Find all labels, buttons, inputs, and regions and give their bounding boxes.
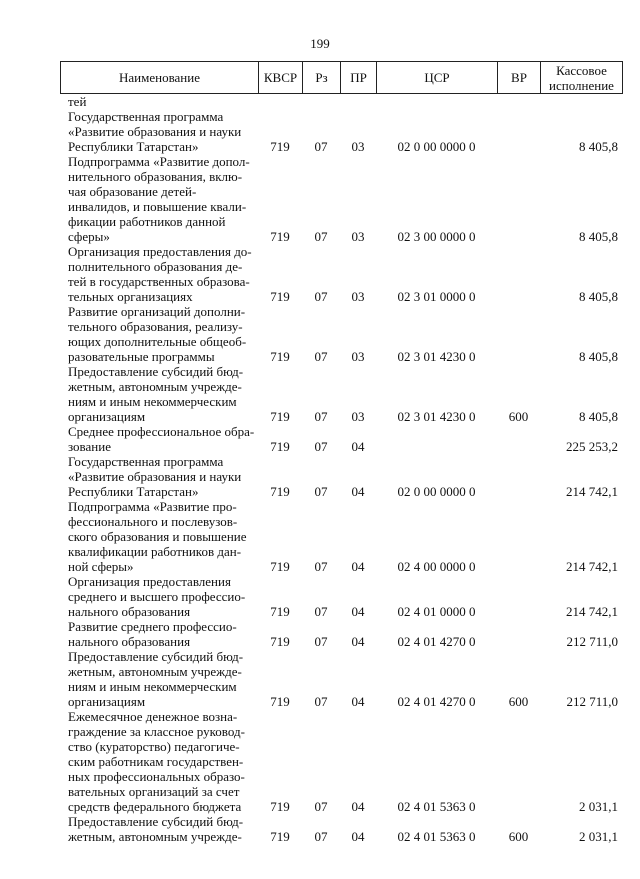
row-name-line: организациям (68, 409, 146, 424)
row-name-line: полнительного образования де- (68, 259, 243, 274)
cell-vr: 600 (508, 409, 529, 424)
cell-csr: 02 3 01 4230 0 (397, 409, 476, 424)
cell-vr: 600 (508, 694, 529, 709)
cell-pr: 04 (351, 484, 365, 499)
row-name (60, 574, 258, 619)
row-name-line: ющих дополнительные общеоб- (68, 334, 247, 349)
row-name-line: Государственная программа (68, 109, 224, 124)
cell-pr: 04 (351, 694, 365, 709)
header-name: Наименование (61, 62, 259, 94)
cell-rz: 07 (314, 799, 328, 814)
row-name-line: фикации работников данной (68, 214, 226, 229)
cell-kvsr: 719 (270, 829, 290, 844)
header-rz: Рз (303, 62, 341, 94)
header-kvsr: КВСР (259, 62, 303, 94)
row-name-line: Предоставление субсидий бюд- (68, 649, 244, 664)
cell-sum: 212 711,0 (566, 694, 618, 709)
row-name (60, 709, 258, 814)
cell-sum: 8 405,8 (579, 139, 618, 154)
row-name (60, 454, 258, 499)
row-name-line: зование (68, 439, 111, 454)
table-row (60, 619, 622, 649)
row-name (60, 109, 258, 154)
cell-rz: 07 (314, 349, 328, 364)
cell-csr: 02 4 01 4270 0 (397, 634, 476, 649)
cell-csr: 02 0 00 0000 0 (397, 139, 476, 154)
cell-rz: 07 (314, 139, 328, 154)
cell-pr: 03 (351, 139, 365, 154)
cell-sum: 214 742,1 (566, 484, 618, 499)
row-name-line: тельных организациях (68, 289, 193, 304)
table-row (60, 709, 622, 814)
row-name-line: Республики Татарстан» (68, 484, 199, 499)
cell-rz: 07 (314, 439, 328, 454)
row-name-line: ной сферы» (68, 559, 134, 574)
cell-kvsr: 719 (270, 604, 290, 619)
cell-csr: 02 4 01 0000 0 (397, 604, 476, 619)
row-name-line: «Развитие образования и науки (68, 124, 242, 139)
row-name-line: Ежемесячное денежное возна- (68, 709, 238, 724)
row-name-line: Государственная программа (68, 454, 224, 469)
row-name-line: организациям (68, 694, 146, 709)
cell-kvsr: 719 (270, 409, 290, 424)
row-name (60, 424, 258, 454)
cell-pr: 04 (351, 559, 365, 574)
cell-kvsr: 719 (270, 139, 290, 154)
row-name-line: нительного образования, вклю- (68, 169, 243, 184)
table-row (60, 154, 622, 244)
row-name (60, 154, 258, 244)
cell-pr: 04 (351, 799, 365, 814)
cell-pr: 03 (351, 349, 365, 364)
row-name (60, 364, 258, 424)
cell-sum: 225 253,2 (566, 439, 618, 454)
cell-kvsr: 719 (270, 694, 290, 709)
cell-pr: 04 (351, 439, 365, 454)
cell-rz: 07 (314, 829, 328, 844)
row-name (60, 649, 258, 709)
cell-pr: 04 (351, 604, 365, 619)
cell-pr: 03 (351, 229, 365, 244)
cell-vr: 600 (508, 829, 529, 844)
row-name-line: ниям и иным некоммерческим (68, 394, 237, 409)
cell-csr: 02 3 01 4230 0 (397, 349, 476, 364)
cell-csr: 02 4 01 4270 0 (397, 694, 476, 709)
cell-sum: 2 031,1 (579, 829, 618, 844)
cell-kvsr: 719 (270, 484, 290, 499)
row-name-line: Предоставление субсидий бюд- (68, 814, 244, 829)
row-name (60, 499, 258, 574)
table-header (60, 61, 623, 94)
cell-sum: 8 405,8 (579, 349, 618, 364)
cell-rz: 07 (314, 409, 328, 424)
cell-sum: 212 711,0 (566, 634, 618, 649)
header-vr: ВР (498, 62, 541, 94)
cell-rz: 07 (314, 634, 328, 649)
table-row (60, 304, 622, 364)
row-name-line: средств федерального бюджета (68, 799, 242, 814)
cell-rz: 07 (314, 559, 328, 574)
cell-pr: 04 (351, 829, 365, 844)
row-name (60, 814, 258, 844)
row-name-line: ского образования и повышение (68, 529, 247, 544)
row-name-line: жетным, автономным учрежде- (68, 379, 242, 394)
cell-kvsr: 719 (270, 229, 290, 244)
row-name (60, 94, 258, 109)
table-row (60, 814, 622, 844)
row-name-line: фессионального и послевузов- (68, 514, 238, 529)
row-name-line: Предоставление субсидий бюд- (68, 364, 244, 379)
cell-sum: 214 742,1 (566, 604, 618, 619)
row-name-line: Организация предоставления до- (68, 244, 252, 259)
cell-rz: 07 (314, 484, 328, 499)
cell-kvsr: 719 (270, 289, 290, 304)
cell-sum: 214 742,1 (566, 559, 618, 574)
row-name-line: граждение за классное руковод- (68, 724, 245, 739)
header-csr: ЦСР (377, 62, 498, 94)
row-name-line: Подпрограмма «Развитие допол- (68, 154, 250, 169)
row-name-line: «Развитие образования и науки (68, 469, 242, 484)
row-name-line: нального образования (68, 604, 191, 619)
cell-csr: 02 0 00 0000 0 (397, 484, 476, 499)
cell-csr: 02 4 01 5363 0 (397, 829, 476, 844)
row-name (60, 619, 258, 649)
cell-rz: 07 (314, 289, 328, 304)
row-name-line: сферы» (68, 229, 110, 244)
cell-rz: 07 (314, 694, 328, 709)
cell-kvsr: 719 (270, 559, 290, 574)
row-name-line: Среднее профессиональное обра- (68, 424, 255, 439)
row-name-line: чая образование детей- (68, 184, 197, 199)
table-row (60, 94, 622, 109)
row-name-line: ским работникам государствен- (68, 754, 244, 769)
table-row (60, 244, 622, 304)
row-name-line: жетным, автономным учрежде- (68, 829, 242, 844)
table-body (60, 94, 622, 844)
cell-kvsr: 719 (270, 634, 290, 649)
table-row (60, 499, 622, 574)
row-name (60, 244, 258, 304)
header-sum (541, 62, 623, 94)
row-name-line: тельного образования, реализу- (68, 319, 243, 334)
cell-csr: 02 3 01 0000 0 (397, 289, 476, 304)
row-name-line: Развитие среднего профессио- (68, 619, 237, 634)
row-name-line: ных профессиональных образо- (68, 769, 245, 784)
page-number: 199 (310, 36, 330, 51)
cell-kvsr: 719 (270, 799, 290, 814)
row-name-line: Подпрограмма «Развитие про- (68, 499, 237, 514)
cell-sum: 2 031,1 (579, 799, 618, 814)
row-name-line: жетным, автономным учрежде- (68, 664, 242, 679)
cell-kvsr: 719 (270, 439, 290, 454)
cell-csr: 02 4 01 5363 0 (397, 799, 476, 814)
cell-rz: 07 (314, 604, 328, 619)
row-name-line: Республики Татарстан» (68, 139, 199, 154)
row-name-line: нального образования (68, 634, 191, 649)
table-row (60, 454, 622, 499)
cell-sum: 8 405,8 (579, 409, 618, 424)
cell-csr: 02 3 00 0000 0 (397, 229, 476, 244)
row-name-line: ниям и иным некоммерческим (68, 679, 237, 694)
row-name-line: квалификации работников дан- (68, 544, 242, 559)
row-name-line: среднего и высшего профессио- (68, 589, 246, 604)
table-row (60, 109, 622, 154)
table-row (60, 649, 622, 709)
header-pr: ПР (341, 62, 377, 94)
cell-csr: 02 4 00 0000 0 (397, 559, 476, 574)
cell-pr: 03 (351, 289, 365, 304)
cell-sum: 8 405,8 (579, 289, 618, 304)
row-name-line: вательных организаций за счет (68, 784, 240, 799)
header-sum-line2: исполнение (549, 77, 614, 93)
table-row (60, 574, 622, 619)
table-row (60, 364, 622, 424)
table-row (60, 424, 622, 454)
row-name-line: ство (кураторство) педагогиче- (68, 739, 240, 754)
cell-pr: 03 (351, 409, 365, 424)
row-name-line: разовательные программы (68, 349, 215, 364)
cell-rz: 07 (314, 229, 328, 244)
cell-sum: 8 405,8 (579, 229, 618, 244)
cell-kvsr: 719 (270, 349, 290, 364)
row-name-line: тей (68, 94, 87, 109)
row-name-line: инвалидов, и повышение квали- (68, 199, 247, 214)
row-name-line: Развитие организаций дополни- (68, 304, 246, 319)
row-name-line: Организация предоставления (68, 574, 231, 589)
row-name (60, 304, 258, 364)
cell-pr: 04 (351, 634, 365, 649)
header-sum-line1: Кассовое (556, 62, 607, 78)
row-name-line: тей в государственных образова- (68, 274, 250, 289)
